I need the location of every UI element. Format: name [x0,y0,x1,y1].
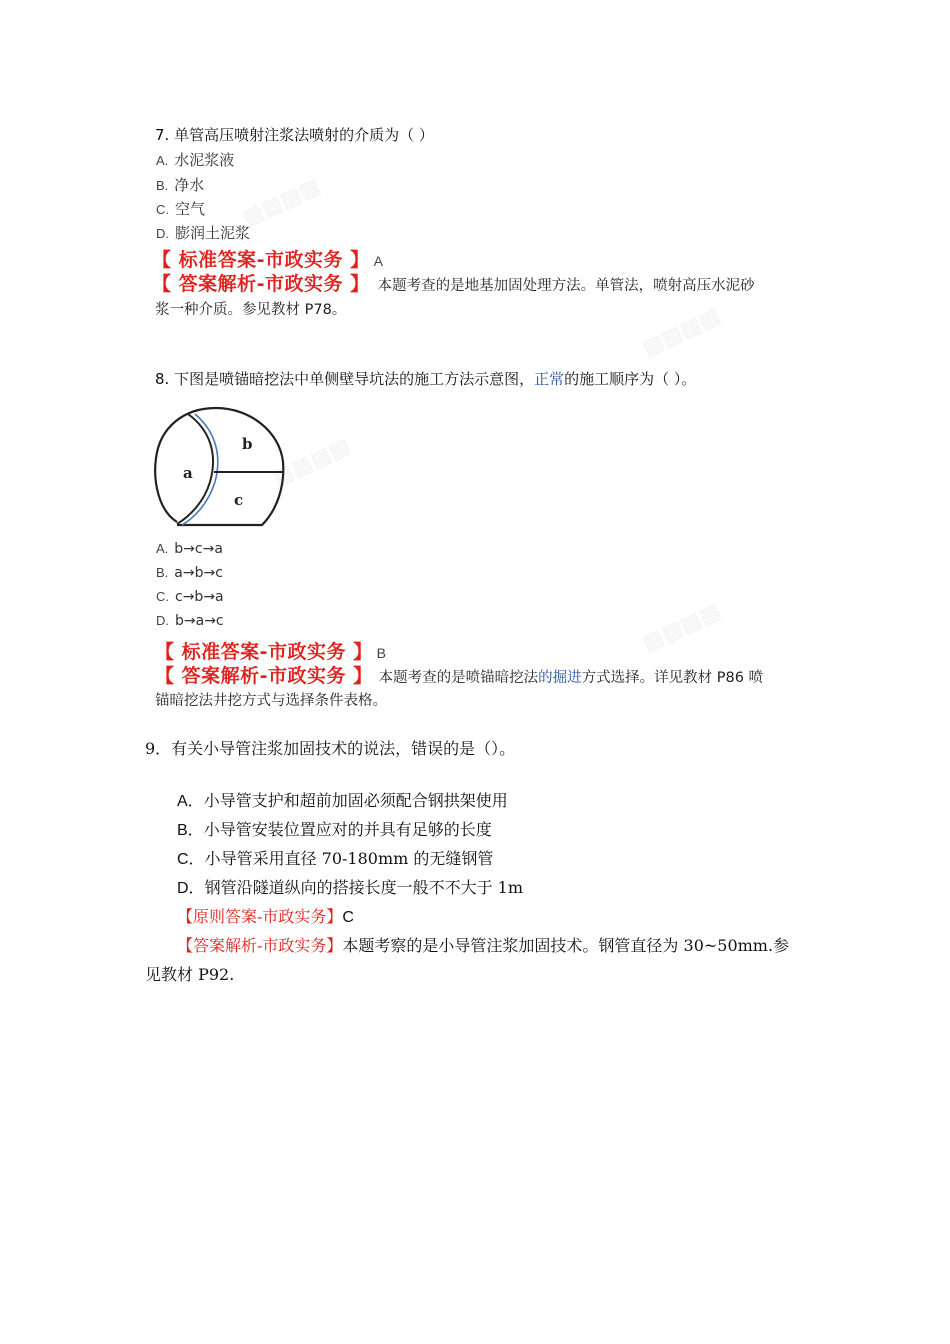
analysis-tag: 【答案解析-市政实务】 [177,936,343,955]
option-text: 小导管采用直径 70-180mm 的无缝钢管 [204,849,494,868]
option-letter: D． [177,880,205,897]
q8-option-c [156,589,224,605]
watermark: ▩▩▩▩ [238,173,325,232]
q7-option-a [156,149,234,170]
q8-option-d [156,613,224,629]
q9-option-c [177,846,493,869]
q7-stem: 7. 单管高压喷射注浆法喷射的介质为（ ） [155,126,434,144]
option-letter: D. [156,613,169,628]
q7-analysis [152,269,755,296]
q8-stem [155,368,696,389]
q9-answer [177,904,354,927]
option-letter: B. [156,565,169,580]
analysis-text: 本题考察的是小导管注浆加固技术。钢管直径为 30~50mm.参 [342,936,790,955]
q9-analysis-line2: 见教材 P92. [145,965,235,984]
q7-analysis-line2: 浆一种介质。参见教材 P78。 [155,302,347,318]
option-letter: B． [177,822,204,839]
q8-analysis [155,661,763,688]
q8-analysis-line2: 锚暗挖法井挖方式与选择条件表格。 [155,693,387,709]
option-text: 净水 [174,176,205,194]
option-letter: D. [156,226,169,241]
option-text: a→b→c [174,565,223,581]
q7-option-c [156,198,205,219]
option-letter: A. [156,153,169,168]
option-letter: C. [156,202,169,217]
tunnel-diagram [150,402,290,532]
analysis-text-end: 方式选择。详见教材 P86 喷 [581,670,764,686]
watermark: ▩▩▩▩ [638,303,725,362]
q9-option-b [177,817,492,840]
option-text: b→a→c [175,613,224,629]
answer-value: A [373,253,383,269]
label-c: c [234,491,244,509]
q9-analysis [177,933,789,956]
watermark: ▩▩▩▩ [268,433,355,492]
label-a: a [183,464,193,482]
analysis-highlight: 的掘进 [538,670,582,686]
stem-highlight: 正常 [534,370,565,388]
q8-option-a [156,541,223,557]
answer-value: B [376,645,386,661]
answer-tag: 【 标准答案-市政实务 】 [155,641,373,663]
q7-option-b [156,174,204,195]
stem-text: 8. 下图是喷锚暗挖法中单侧壁导坑法的施工方法示意图， [155,370,535,388]
option-letter: C. [156,589,169,604]
option-letter: A． [177,793,204,810]
analysis-tag: 【 答案解析-市政实务 】 [152,273,370,295]
q7-option-d [156,222,250,243]
watermark: ▩▩▩▩ [638,598,725,657]
answer-tag: 【原则答案-市政实务】 [177,907,343,926]
option-text: 小导管安装位置应对的并具有足够的长度 [203,820,492,839]
option-text: c→b→a [175,589,224,605]
option-text: 膨润土泥浆 [175,224,251,242]
option-letter: C． [177,851,205,868]
answer-tag: 【 标准答案-市政实务 】 [152,249,370,271]
option-text: 小导管支护和超前加固必须配合钢拱架使用 [203,791,508,810]
q8-option-b [156,565,223,581]
option-text: 钢管沿隧道纵向的搭接长度一般不不大于 1m [204,878,524,897]
option-letter: B. [156,178,169,193]
option-text: 水泥浆液 [174,151,235,169]
option-text: b→c→a [174,541,223,557]
stem-text-end: 的施工顺序为（ ）。 [564,370,697,388]
q9-option-d [177,875,523,898]
q7-answer [152,245,383,272]
analysis-text: 本题考查的是喷锚暗挖法 [378,670,539,686]
q8-answer [155,637,386,664]
option-letter: A. [156,541,169,556]
q9-stem: 9．有关小导管注浆加固技术的说法，错误的是（）。 [145,739,516,758]
analysis-tag: 【 答案解析-市政实务 】 [155,665,373,687]
label-b: b [242,435,253,453]
analysis-text: 本题考查的是地基加固处理方法。单管法，喷射高压水泥砂 [377,278,755,294]
answer-value: C [342,909,354,926]
tunnel-outline [155,408,283,525]
option-text: 空气 [175,200,206,218]
q9-option-a [177,788,508,811]
